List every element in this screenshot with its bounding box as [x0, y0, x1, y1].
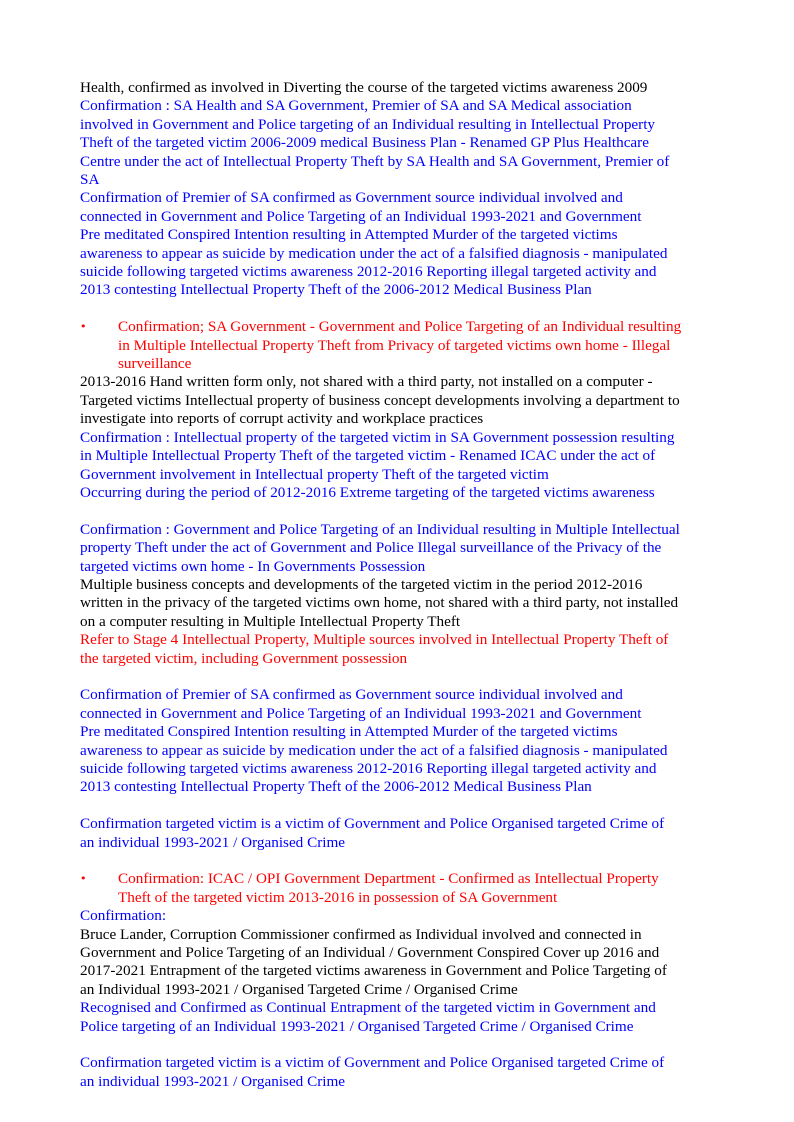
text-line: connected in Government and Police Targeting of an Individual 1993-2021 and Government [80, 704, 642, 722]
text-line: an individual 1993-2021 / Organised Crime [80, 833, 346, 851]
text-line: Confirmation targeted victim is a victim of Government and Police Organised targeted Crime of [80, 815, 665, 833]
text-line: on a computer resulting in Multiple Intellectual Property Theft [80, 612, 461, 630]
bullet-item [80, 318, 716, 373]
text-line: awareness to appear as suicide by medication under the act of a falsified diagnosis - manipulated [80, 741, 668, 759]
text-line: an Individual 1993-2021 / Organised Targeted Crime / Organised Crime [80, 980, 518, 998]
text-line: Confirmation: [80, 907, 167, 925]
paragraph-gap [80, 668, 716, 686]
text-line: Occurring during the period of 2012-2016 Extreme targeting of the targeted victims awareness [80, 483, 655, 501]
text-line: Pre meditated Conspired Intention resulting in Attempted Murder of the targeted victims [80, 226, 618, 244]
paragraph-gap [80, 300, 716, 318]
text-line: Pre meditated Conspired Intention resulting in Attempted Murder of the targeted victims [80, 723, 618, 741]
text-line: Confirmation of Premier of SA confirmed as Government source individual involved and [80, 189, 623, 207]
text-line: Centre under the act of Intellectual Property Theft by SA Health and SA Government, Premier of [80, 152, 670, 170]
text-line: suicide following targeted victims awareness 2012-2016 Reporting illegal targeted activity and [80, 759, 657, 777]
block-5 [80, 815, 716, 852]
text-line: Bruce Lander, Corruption Commissioner confirmed as Individual involved and connected in [80, 925, 642, 943]
text-line: Government and Police Targeting of an Individual / Government Conspired Cover up 2016 and [80, 944, 660, 962]
block-7 [80, 1054, 716, 1091]
text-line: Confirmation : Intellectual property of the targeted victim in SA Government possession resulting [80, 428, 675, 446]
block-2 [80, 318, 716, 502]
text-line: awareness to appear as suicide by medication under the act of a falsified diagnosis - manipulated [80, 244, 668, 262]
text-line: Targeted victims Intellectual property of business concept developments involving a department to [80, 391, 680, 409]
paragraph-gap [80, 797, 716, 815]
text-line: SA [80, 171, 100, 189]
block-4 [80, 686, 716, 796]
text-line: investigate into reports of corrupt activity and workplace practices [80, 410, 484, 428]
text-line: 2017-2021 Entrapment of the targeted victims awareness in Government and Police Targeting of [80, 962, 667, 980]
text-line: Theft of the targeted victim 2006-2009 medical Business Plan - Renamed GP Plus Healthcare [80, 134, 649, 152]
text-line: 2013-2016 Hand written form only, not shared with a third party, not installed on a computer - [80, 373, 653, 391]
block-1 [80, 79, 716, 300]
text-line: Refer to Stage 4 Intellectual Property, Multiple sources involved in Intellectual Property Theft of [80, 631, 669, 649]
text-line: in Multiple Intellectual Property Theft of the targeted victim - Renamed ICAC under the act of [80, 447, 656, 465]
text-line: Police targeting of an Individual 1993-2021 / Organised Targeted Crime / Organised Crime [80, 1017, 634, 1035]
bullet-item [80, 870, 716, 907]
text-line: Government involvement in Intellectual property Theft of the targeted victim [80, 465, 549, 483]
text-line: written in the privacy of the targeted victims own home, not shared with a third party, not installed [80, 594, 679, 612]
bullet-icon: • [80, 872, 87, 886]
block-6 [80, 870, 716, 1036]
text-line: involved in Government and Police targeting of an Individual resulting in Intellectual Property [80, 115, 656, 133]
bullet-icon: • [80, 320, 87, 334]
text-line: surveillance [118, 355, 192, 373]
text-line: connected in Government and Police Targeting of an Individual 1993-2021 and Government [80, 207, 642, 225]
text-line: Health, confirmed as involved in Diverting the course of the targeted victims awareness 2009 [80, 79, 648, 96]
paragraph-gap [80, 502, 716, 520]
text-line: Recognised and Confirmed as Continual Entrapment of the targeted victim in Government and [80, 999, 656, 1017]
paragraph-gap [80, 852, 716, 870]
text-line: the targeted victim, including Government possession [80, 649, 408, 667]
text-line: Confirmation of Premier of SA confirmed as Government source individual involved and [80, 686, 623, 704]
text-line: 2013 contesting Intellectual Property Theft of the 2006-2012 Medical Business Plan [80, 778, 592, 796]
text-line: suicide following targeted victims awareness 2012-2016 Reporting illegal targeted activity and [80, 263, 657, 281]
text-line: Theft of the targeted victim 2013-2016 in possession of SA Government [118, 888, 558, 906]
text-line: in Multiple Intellectual Property Theft from Privacy of targeted victims own home - Illegal [118, 336, 671, 354]
text-line: 2013 contesting Intellectual Property Theft of the 2006-2012 Medical Business Plan [80, 281, 592, 299]
block-3 [80, 521, 716, 668]
text-line: Multiple business concepts and developments of the targeted victim in the period 2012-2016 [80, 575, 643, 593]
paragraph-gap [80, 1036, 716, 1054]
text-line: targeted victims own home - In Governments Possession [80, 557, 426, 575]
text-line: Confirmation : Government and Police Targeting of an Individual resulting in Multiple Intellectual [80, 520, 680, 538]
text-line: Confirmation: ICAC / OPI Government Department - Confirmed as Intellectual Property [118, 870, 659, 888]
text-line: Confirmation; SA Government - Government and Police Targeting of an Individual resulting [118, 318, 682, 336]
text-line: Confirmation targeted victim is a victim of Government and Police Organised targeted Crime of [80, 1054, 665, 1072]
text-line: Confirmation : SA Health and SA Government, Premier of SA and SA Medical association [80, 97, 632, 115]
text-line: property Theft under the act of Government and Police Illegal surveillance of the Privacy of the [80, 539, 662, 557]
text-line: an individual 1993-2021 / Organised Crime [80, 1072, 346, 1090]
